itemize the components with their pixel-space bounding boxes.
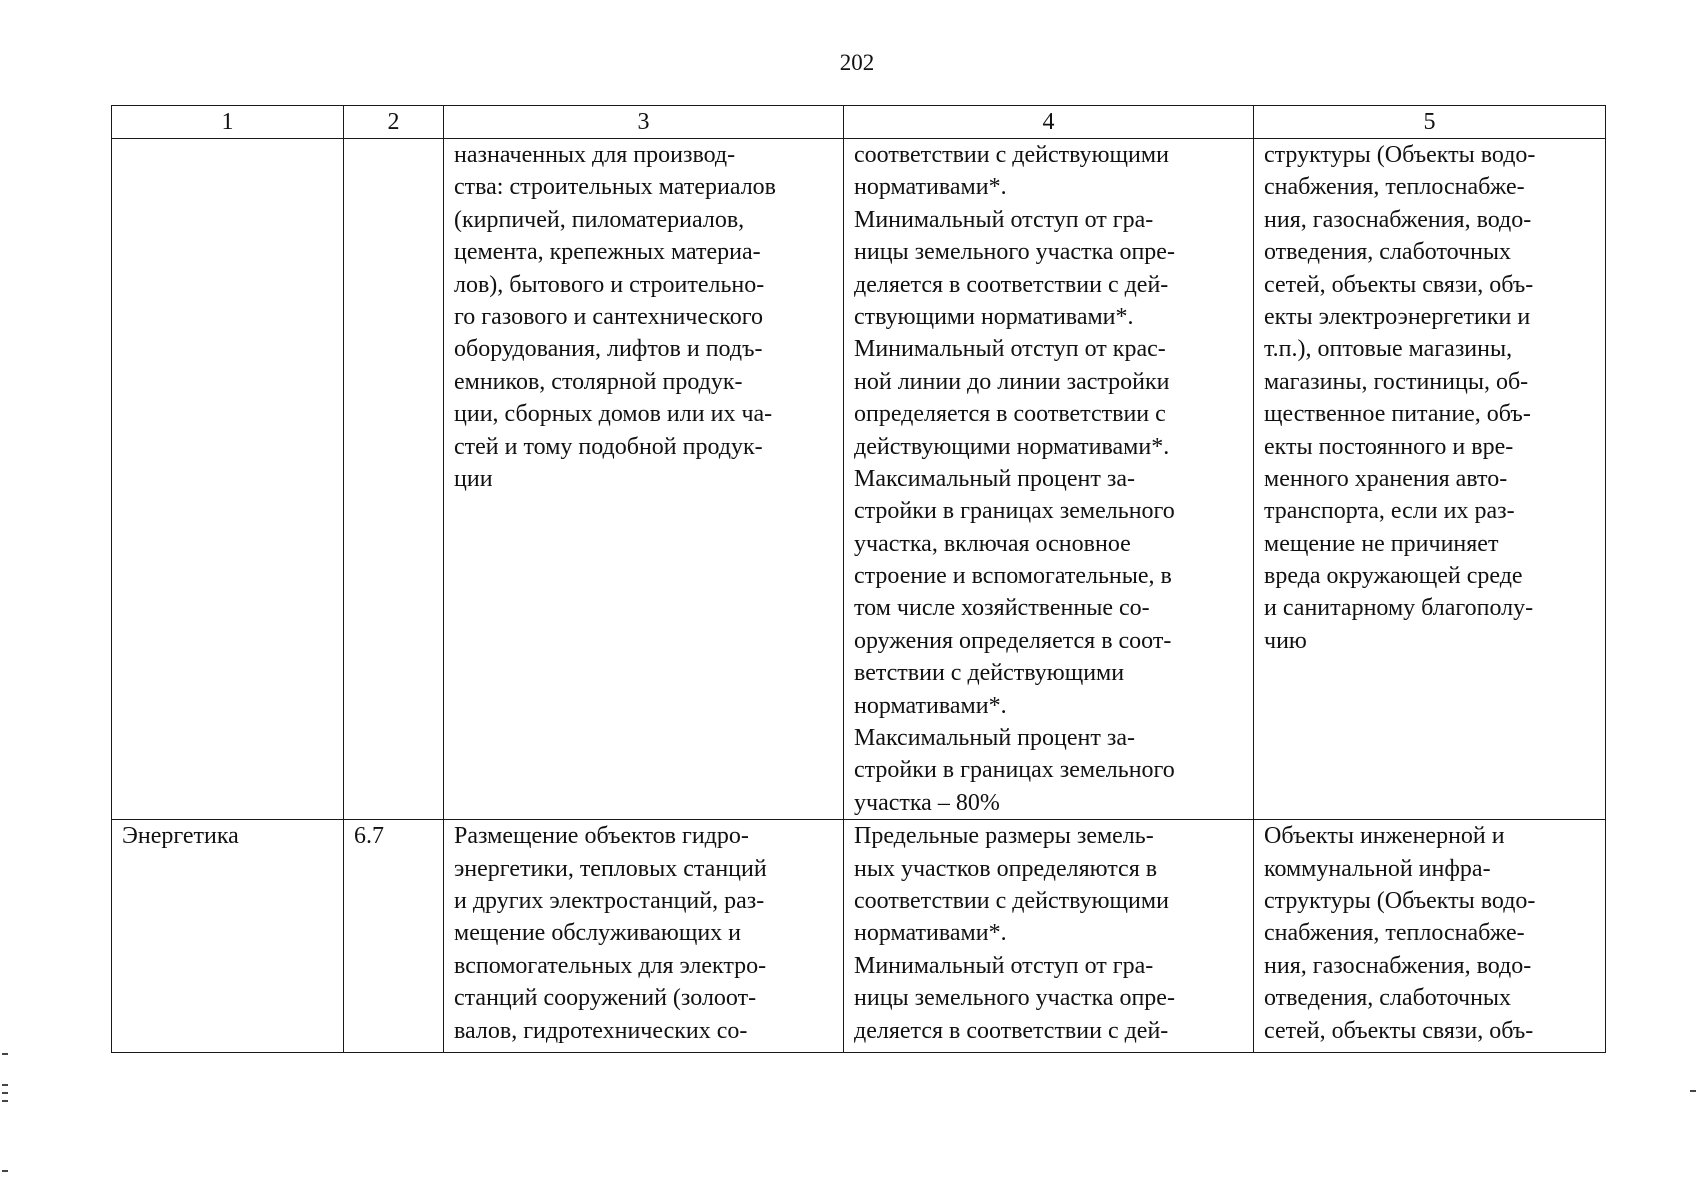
cell-text-line: и других электростанций, раз-	[454, 887, 765, 914]
cell-text-line: нормативами*.	[854, 174, 1007, 201]
cell-text-line: коммунальной инфра-	[1264, 855, 1491, 882]
table-cell-description	[444, 820, 844, 1053]
cell-text-line: снабжения, теплоснабже-	[1264, 920, 1525, 947]
cell-text-line: Размещение объектов гидро-	[454, 823, 749, 850]
cell-text-line: ной линии до линии застройки	[854, 368, 1170, 395]
cell-text-line: энергетики, тепловых станций	[454, 855, 767, 882]
cell-text-line: ницы земельного участка опре-	[854, 239, 1175, 266]
cell-text-line: нормативами*.	[854, 920, 1007, 947]
regulations-table	[111, 105, 1606, 1053]
scan-margin-mark	[1690, 1090, 1696, 1092]
cell-text-line: Энергетика	[122, 823, 239, 850]
cell-text-line: оружения определяется в соот-	[854, 627, 1172, 654]
column-header-4: 4	[844, 106, 1254, 139]
table-cell-code	[344, 139, 444, 820]
table-cell-auxiliary-uses	[1254, 139, 1606, 820]
cell-text-line: стройки в границах земельного	[854, 498, 1175, 525]
cell-text-line: мещение обслуживающих и	[454, 920, 742, 947]
table-row	[112, 820, 1606, 1053]
cell-text-line: стей и тому подобной продук-	[454, 433, 763, 460]
cell-text-line: (кирпичей, пиломатериалов,	[454, 206, 745, 233]
cell-text-line: ницы земельного участка опре-	[854, 985, 1175, 1012]
table-cell-use-name	[112, 139, 344, 820]
cell-text-line: и санитарному благополу-	[1264, 595, 1534, 622]
page-number: 202	[839, 50, 875, 75]
cell-text-line: Минимальный отступ от гра-	[854, 952, 1154, 979]
column-header-5: 5	[1254, 106, 1606, 139]
cell-text-line: лов), бытового и строительно-	[454, 271, 765, 298]
scan-margin-mark	[2, 1084, 8, 1086]
cell-text-line: ния, газоснабжения, водо-	[1264, 206, 1532, 233]
cell-text-line: Минимальный отступ от гра-	[854, 206, 1154, 233]
cell-text-line: Максимальный процент за-	[854, 725, 1135, 752]
cell-text-line: назначенных для производ-	[454, 142, 736, 168]
table-cell-parameters	[844, 139, 1254, 820]
cell-text-line: ства: строительных материалов	[454, 174, 776, 201]
cell-text-line: Минимальный отступ от крас-	[854, 336, 1166, 363]
cell-text-line: екты постоянного и вре-	[1264, 433, 1514, 460]
cell-text-line: оборудования, лифтов и подъ-	[454, 336, 763, 363]
cell-text-line: магазины, гостиницы, об-	[1264, 368, 1529, 395]
cell-text-line: деляется в соответствии с дей-	[854, 1017, 1169, 1044]
scan-margin-mark	[2, 1170, 8, 1172]
cell-text-line: том числе хозяйственные со-	[854, 595, 1150, 622]
cell-text-line: т.п.), оптовые магазины,	[1264, 336, 1513, 363]
cell-text-line: соответствии с действующими	[854, 887, 1169, 914]
cell-text-line: сетей, объекты связи, объ-	[1264, 271, 1534, 298]
cell-text-line: структуры (Объекты водо-	[1264, 887, 1536, 914]
table-cell-use-name	[112, 820, 344, 1053]
cell-text-line: действующими нормативами*.	[854, 433, 1170, 460]
scan-margin-mark	[2, 1092, 8, 1094]
cell-text-line: цемента, крепежных материа-	[454, 239, 761, 266]
cell-text-line: ния, газоснабжения, водо-	[1264, 952, 1532, 979]
cell-text-line: мещение не причиняет	[1264, 530, 1499, 557]
cell-text-line: отведения, слаботочных	[1264, 239, 1512, 266]
cell-text-line: станций сооружений (золоот-	[454, 985, 757, 1012]
cell-text-line: ствующими нормативами*.	[854, 303, 1134, 330]
scan-margin-mark	[2, 1053, 8, 1055]
scan-margin-mark	[2, 1100, 8, 1102]
cell-text-line: соответствии с действующими	[854, 142, 1169, 168]
cell-text-line: отведения, слаботочных	[1264, 985, 1512, 1012]
cell-text-line: деляется в соответствии с дей-	[854, 271, 1169, 298]
column-header-3: 3	[444, 106, 844, 139]
cell-text-line: емников, столярной продук-	[454, 368, 743, 395]
table-row	[112, 139, 1606, 820]
cell-text-line: ных участков определяются в	[854, 855, 1158, 882]
header-row	[112, 106, 1606, 139]
cell-text-line: снабжения, теплоснабже-	[1264, 174, 1525, 201]
cell-text-line: Объекты инженерной и	[1264, 823, 1505, 850]
cell-text-line: транспорта, если их раз-	[1264, 498, 1515, 525]
cell-text-line: чию	[1264, 627, 1307, 654]
table-cell-description	[444, 139, 844, 820]
cell-text-line: структуры (Объекты водо-	[1264, 142, 1536, 168]
cell-text-line: стройки в границах земельного	[854, 757, 1175, 784]
column-header-2: 2	[344, 106, 444, 139]
cell-text-line: определяется в соответствии с	[854, 401, 1166, 428]
cell-text-line: участка, включая основное	[854, 530, 1131, 557]
cell-text-line: Предельные размеры земель-	[854, 823, 1154, 850]
table-cell-parameters	[844, 820, 1254, 1053]
cell-text-line: ции	[454, 465, 493, 492]
cell-text-line: менного хранения авто-	[1264, 465, 1508, 492]
cell-text-line: 6.7	[354, 823, 384, 850]
cell-text-line: строение и вспомогательные, в	[854, 563, 1172, 590]
cell-text-line: сетей, объекты связи, объ-	[1264, 1017, 1534, 1044]
column-header-1: 1	[112, 106, 344, 139]
cell-text-line: вреда окружающей среде	[1264, 563, 1523, 590]
cell-text-line: Максимальный процент за-	[854, 465, 1135, 492]
table-cell-auxiliary-uses	[1254, 820, 1606, 1053]
cell-text-line: нормативами*.	[854, 692, 1007, 719]
table-cell-code	[344, 820, 444, 1053]
cell-text-line: участка – 80%	[854, 789, 1000, 816]
cell-text-line: вспомогательных для электро-	[454, 952, 767, 979]
cell-text-line: ветствии с действующими	[854, 660, 1125, 687]
cell-text-line: ции, сборных домов или их ча-	[454, 401, 773, 428]
cell-text-line: валов, гидротехнических со-	[454, 1017, 748, 1044]
cell-text-line: екты электроэнергетики и	[1264, 303, 1531, 330]
cell-text-line: щественное питание, объ-	[1264, 401, 1531, 428]
cell-text-line: го газового и сантехнического	[454, 303, 763, 330]
